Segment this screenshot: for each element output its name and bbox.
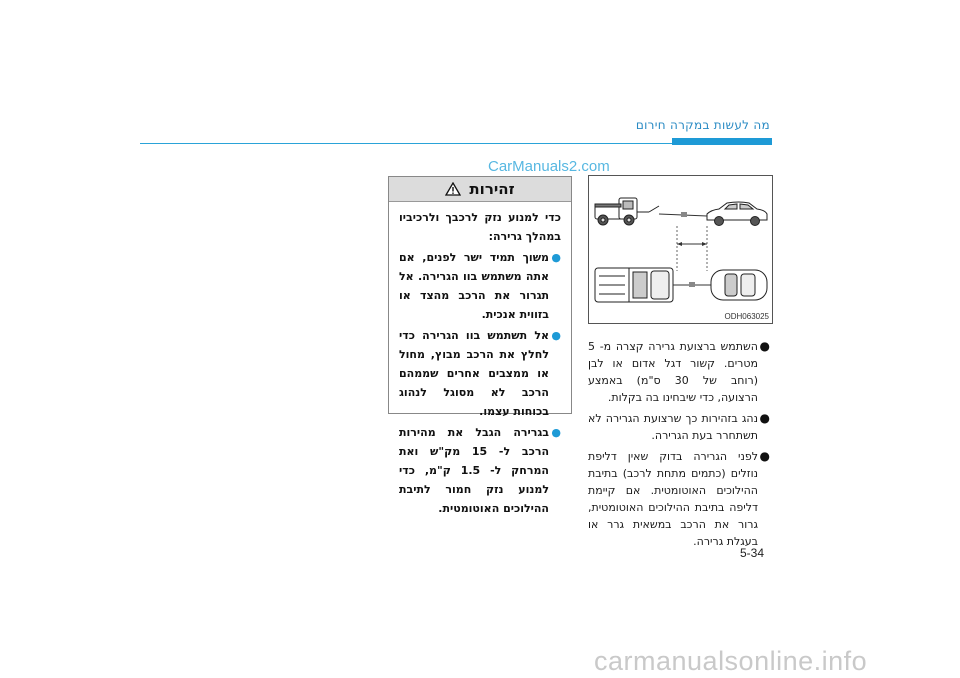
list-item xyxy=(399,326,561,421)
caution-title: זהירות xyxy=(469,180,515,198)
body-instructions xyxy=(588,338,770,554)
page-number: 5-34 xyxy=(740,546,765,560)
watermark-bottom: carmanualsonline.info xyxy=(594,646,868,676)
list-item-text: נהג בזהירות כך שרצועת הגרירה לא תשתחרר בעת הגרירה. xyxy=(588,412,758,442)
bullet-icon: ● xyxy=(759,411,770,425)
sedan-car-top-icon xyxy=(711,270,767,300)
warning-triangle-icon xyxy=(445,182,461,196)
bullet-icon: ● xyxy=(759,339,770,353)
watermark-top: CarManuals2.com xyxy=(488,158,610,175)
list-item xyxy=(588,448,770,550)
rope-flag-bottom xyxy=(689,282,695,287)
caution-body xyxy=(389,202,571,518)
list-item-text: משוך תמיד ישר לפנים, אם אתה משתמש בוו הגרירה. אל תגרור את הרכב מהצד או בזווית אנכית. xyxy=(399,251,549,321)
header-accent-bar xyxy=(672,138,772,145)
caution-box xyxy=(388,176,572,515)
list-item-text: בגרירה הגבל את מהירות הרכב ל- 15 מק"ש ואת המרחק ל- 1.5 ק"מ, כדי למנוע נזק חמור לתיבת ההילוכים האוטומטית. xyxy=(399,426,549,515)
caution-intro: כדי למנוע נזק לרכבך ולרכיביו במהלך גרירה: xyxy=(399,211,561,243)
rope-flag-top xyxy=(681,212,687,217)
list-item xyxy=(588,410,770,444)
pickup-truck-icon xyxy=(595,268,673,302)
bullet-icon: ● xyxy=(759,449,770,463)
bullet-icon: ● xyxy=(551,426,561,439)
list-item-text: לפני הגרירה בדוק שאין דליפת נוזלים (כתמים מתחת לרכב) בתיבת ההילוכים האוטומטית. אם קיימת דליפה בתיבת ההילוכים האוטומטית, גרור את הרכב במשאית גרר או בעגלת גרירה. xyxy=(588,450,758,548)
sedan-car-icon xyxy=(707,202,767,226)
bullet-icon: ● xyxy=(551,251,561,264)
arrow-head-right xyxy=(702,242,707,246)
list-item xyxy=(399,248,561,324)
caution-header xyxy=(389,177,571,202)
list-item-text: אל תשתמש בוו הגרירה כדי לחלץ את הרכב מבוץ, מחול או ממצבים אחרים שממהם הרכב לא מסוגל לנהוג בכוחות עצמו. xyxy=(399,329,549,418)
towing-illustration xyxy=(588,175,773,324)
list-item xyxy=(399,423,561,518)
caution-list xyxy=(399,248,561,518)
section-title: מה לעשות במקרה חירום xyxy=(635,118,770,132)
list-item xyxy=(588,338,770,406)
arrow-head-left xyxy=(677,242,682,246)
list-item-text: השתמש ברצועת גרירה קצרה מ- 5 מטרים. קשור דגל אדום או לבן (רוחב של 30 ס"מ) באמצע הרצועה, כדי שיבחינו בה בקלות. xyxy=(588,340,758,404)
bullet-icon: ● xyxy=(551,329,561,342)
figure-code: ODH063025 xyxy=(724,312,769,321)
towing-diagram xyxy=(589,176,772,323)
tow-truck-icon xyxy=(595,198,659,225)
